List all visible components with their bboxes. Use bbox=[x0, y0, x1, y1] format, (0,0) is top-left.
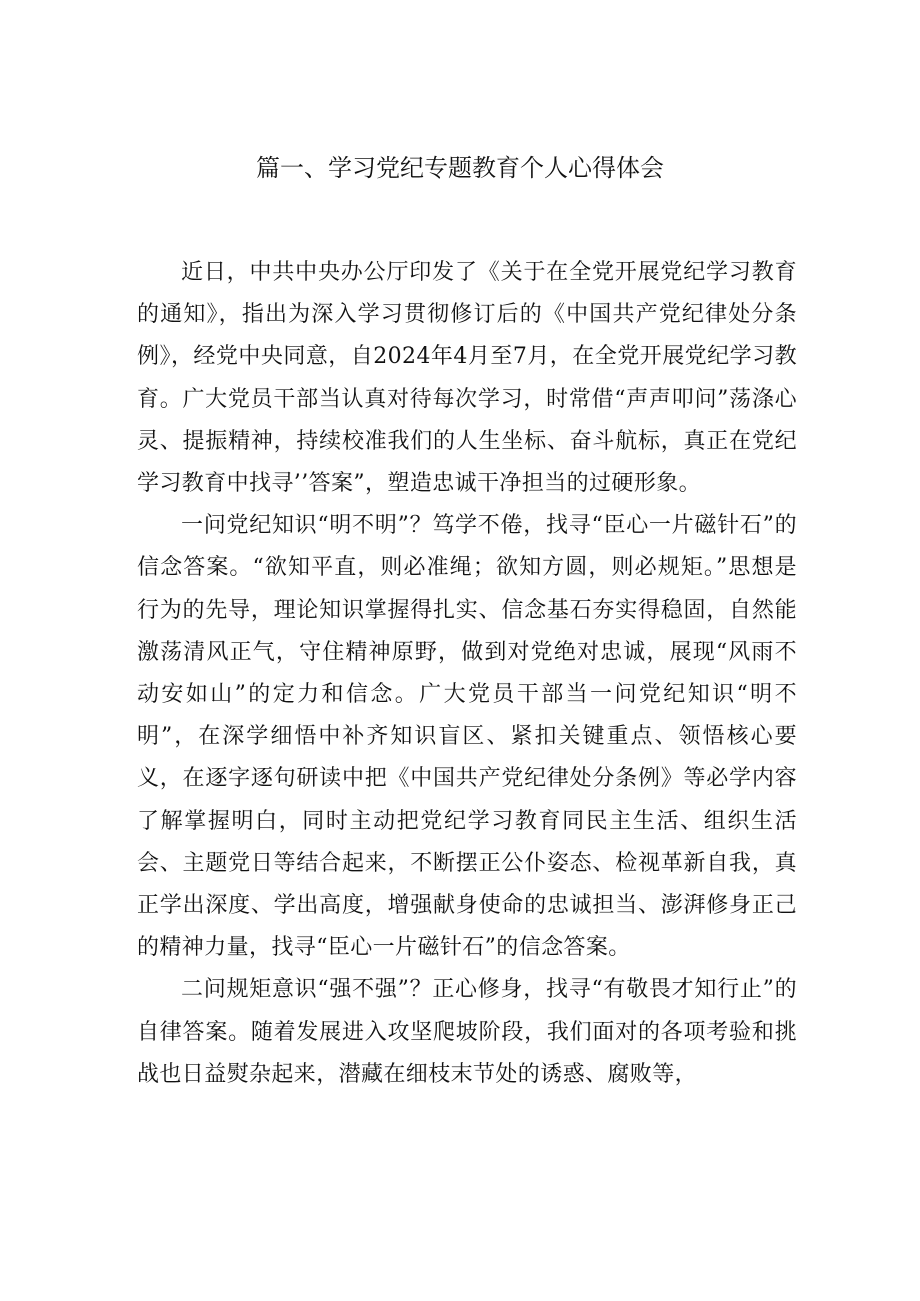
document-title: 篇一、学习党纪专题教育个人心得体会 bbox=[256, 154, 664, 182]
document-body bbox=[137, 252, 797, 1096]
paragraph-intro: 近日，中共中央办公厅印发了《关于在全党开展党纪学习教育的通知》，指出为深入学习贯彻修订后的《中国共产党纪律处分条例》，经党中央同意，自2024年4月至7月，在全党开展党纪学习教育。广大党员干部当认真对待每次学习，时常借“声声叩问”荡涤心灵、提振精神，持续校准我们的人生坐标、奋斗航标，真正在党纪学习教育中找寻’’答案”，塑造忠诚干净担当的过硬形象。 bbox=[137, 260, 797, 497]
paragraph-first-question: 一问党纪知识“明不明”？笃学不倦，找寻“臣心一片磁针石”的信念答案。“欲知平直，则必准绳；欲知方圆，则必规矩。”思想是行为的先导，理论知识掌握得扎实、信念基石夯实得稳固，自然能激荡清风正气，守住精神原野，做到对党绝对忠诚，展现“风雨不动安如山”的定力和信念。广大党员干部当一问党纪知识“明不明”，在深学细悟中补齐知识盲区、紧扣关键重点、领悟核心要义，在逐字逐句研读中把《中国共产党纪律处分条例》等必学内容了解掌握明白，同时主动把党纪学习教育同民主生活、组织生活会、主题党日等结合起来，不断摆正公仆姿态、检视革新自我，真正学出深度、学出高度，增强献身使命的忠诚担当、澎湃修身正己的精神力量，找寻“臣心一片磁针石”的信念答案。 bbox=[137, 513, 797, 961]
paragraph-second-question: 二问规矩意识“强不强”？正心修身，找寻“有敬畏才知行止”的自律答案。随着发展进入攻坚爬坡阶段，我们面对的各项考验和挑战也日益熨杂起来，潜藏在细枝末节处的诱惑、腐败等， bbox=[137, 977, 797, 1087]
